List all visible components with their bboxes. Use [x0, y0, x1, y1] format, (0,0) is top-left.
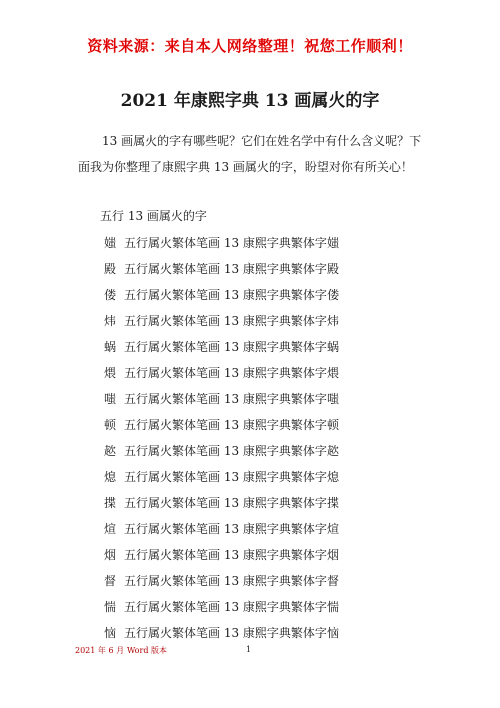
entry-char-repeat: 顿 — [327, 418, 340, 432]
entry-char: 顿 — [104, 418, 117, 432]
entry-char: 烟 — [104, 548, 117, 562]
entry-char: 煨 — [104, 366, 117, 380]
entry-char-repeat: 殿 — [327, 262, 340, 276]
entry-char-repeat: 煨 — [327, 366, 340, 380]
source-banner: 资料来源：来自本人网络整理！祝您工作顺利！ — [87, 37, 413, 55]
document-title: 2021 年康熙字典 13 画属火的字 — [120, 91, 380, 111]
list-item — [0, 360, 500, 386]
entry-char: 惴 — [104, 600, 117, 614]
list-item — [0, 490, 500, 516]
entry-char: 嗤 — [104, 392, 117, 406]
entry-description: 五行属火繁体笔画 13 康熙字典繁体字 — [124, 418, 327, 432]
list-item — [0, 542, 500, 568]
entry-char-repeat: 偻 — [327, 288, 340, 302]
entry-description: 五行属火繁体笔画 13 康熙字典繁体字 — [124, 340, 327, 354]
entry-char: 揲 — [104, 496, 117, 510]
entry-description: 五行属火繁体笔画 13 康熙字典繁体字 — [124, 366, 327, 380]
list-item — [0, 594, 500, 620]
list-item — [0, 620, 500, 646]
entry-char-repeat: 督 — [327, 574, 340, 588]
entry-char-repeat: 烟 — [327, 548, 340, 562]
list-item — [0, 334, 500, 360]
page-number: 1 — [246, 645, 252, 654]
entry-char: 趑 — [104, 444, 117, 458]
entry-char-repeat: 煊 — [327, 522, 340, 536]
entry-char-repeat: 趑 — [327, 444, 340, 458]
list-item — [0, 230, 500, 256]
entry-description: 五行属火繁体笔画 13 康熙字典繁体字 — [124, 548, 327, 562]
list-item — [0, 282, 500, 308]
list-item — [0, 386, 500, 412]
entry-char-repeat: 揲 — [327, 496, 340, 510]
entry-char-repeat: 惴 — [327, 600, 340, 614]
list-item — [0, 308, 500, 334]
entry-char: 殿 — [104, 262, 117, 276]
list-item — [0, 464, 500, 490]
entry-char-repeat: 炜 — [327, 314, 340, 328]
list-item — [0, 412, 500, 438]
entry-char-repeat: 媸 — [327, 236, 340, 250]
entry-char: 督 — [104, 574, 117, 588]
entry-char-repeat: 熄 — [327, 470, 340, 484]
entry-char-repeat: 蜗 — [327, 340, 340, 354]
entry-description: 五行属火繁体笔画 13 康熙字典繁体字 — [124, 496, 327, 510]
list-item — [0, 568, 500, 594]
list-item — [0, 516, 500, 542]
entry-description: 五行属火繁体笔画 13 康熙字典繁体字 — [124, 236, 327, 250]
entry-char: 恼 — [104, 626, 117, 640]
entry-description: 五行属火繁体笔画 13 康熙字典繁体字 — [124, 288, 327, 302]
entry-char: 媸 — [104, 236, 117, 250]
entry-char: 煊 — [104, 522, 117, 536]
entry-description: 五行属火繁体笔画 13 康熙字典繁体字 — [124, 522, 327, 536]
entry-char-repeat: 恼 — [327, 626, 340, 640]
entry-description: 五行属火繁体笔画 13 康熙字典繁体字 — [124, 574, 327, 588]
entry-description: 五行属火繁体笔画 13 康熙字典繁体字 — [124, 470, 327, 484]
section-heading: 五行 13 画属火的字 — [100, 209, 207, 223]
footer-date: 2021 年 6 月 — [75, 646, 125, 655]
entry-char-repeat: 嗤 — [327, 392, 340, 406]
entry-char: 偻 — [104, 288, 117, 302]
entry-char: 炜 — [104, 314, 117, 328]
list-item — [0, 438, 500, 464]
entry-description: 五行属火繁体笔画 13 康熙字典繁体字 — [124, 314, 327, 328]
entry-char: 熄 — [104, 470, 117, 484]
entry-description: 五行属火繁体笔画 13 康熙字典繁体字 — [124, 600, 327, 614]
list-item — [0, 256, 500, 282]
entry-list — [0, 230, 500, 646]
intro-paragraph: 13 画属火的字有哪些呢？它们在姓名学中有什么含义呢？下面我为你整理了康熙字典 13 画属火的字，盼望对你有所关心！ — [78, 134, 422, 174]
entry-description: 五行属火繁体笔画 13 康熙字典繁体字 — [124, 392, 327, 406]
footer-version: Word 版本 — [127, 646, 167, 655]
entry-description: 五行属火繁体笔画 13 康熙字典繁体字 — [124, 444, 327, 458]
entry-char: 蜗 — [104, 340, 117, 354]
entry-description: 五行属火繁体笔画 13 康熙字典繁体字 — [124, 262, 327, 276]
entry-description: 五行属火繁体笔画 13 康熙字典繁体字 — [124, 626, 327, 640]
